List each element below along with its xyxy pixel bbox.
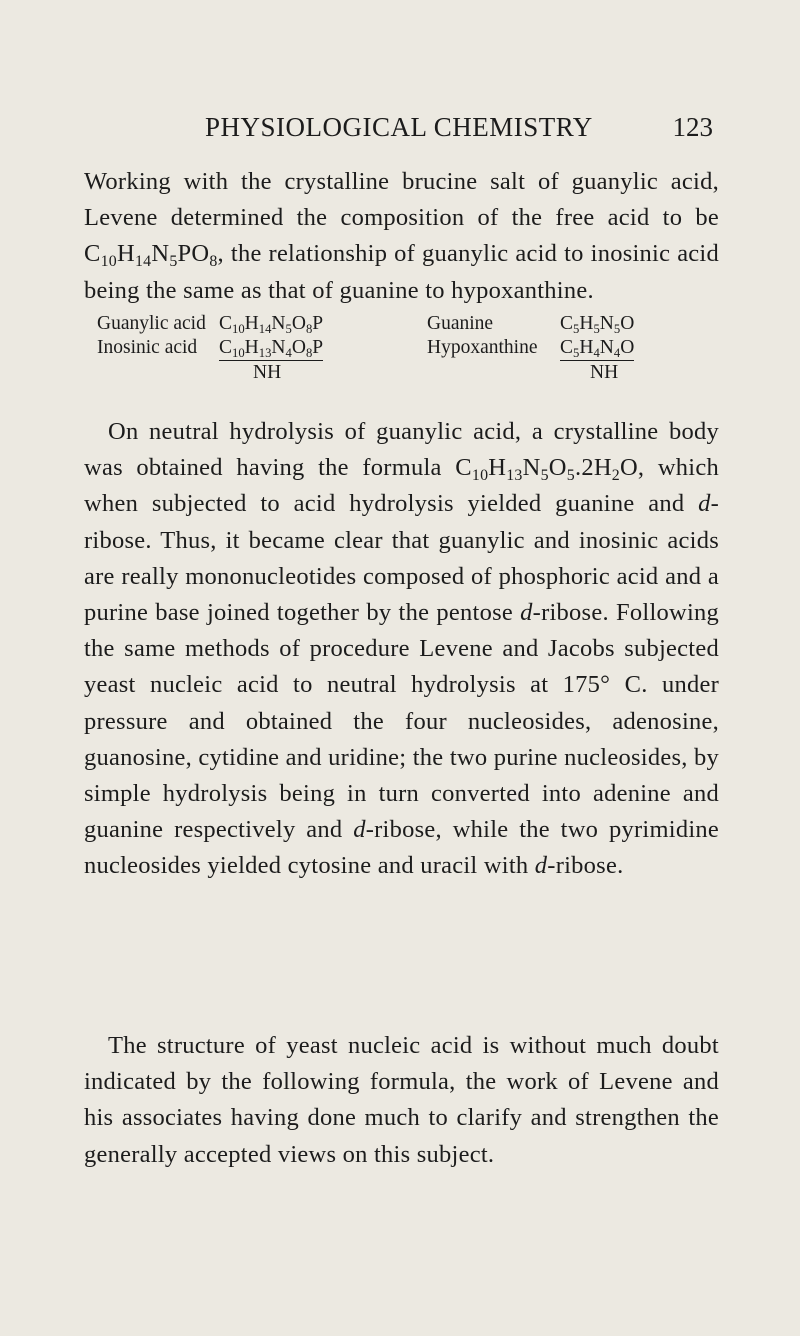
subscript: 2	[611, 466, 620, 484]
paragraph-2-text-b: .2H	[574, 454, 612, 482]
italic-d: d	[520, 599, 533, 627]
guanylic-acid-formula: $C_{10}H_{14}N_5PO_8$	[84, 240, 218, 271]
paragraph-1-text-b: , the relationship of guanylic acid to inosinic acid being the same as that of guanine to hypoxanthine.	[84, 240, 719, 304]
compound-formula: $C_5H_5N_5O$	[560, 313, 635, 336]
formula-difference: NH	[253, 362, 282, 383]
italic-d: d	[698, 490, 711, 518]
paragraph-2	[84, 414, 719, 885]
paragraph-3: The structure of yeast nucleic acid is without much doubt indicated by the following formula, the work of Levene and his associates having done much to clarify and strengthen the generally accepted views on this subject.	[84, 1032, 719, 1168]
paragraph-2-text-g: -ribose.	[547, 852, 624, 880]
paragraph-2-text-c: O, which when subjected to acid hydrolysis yielded guanine and	[84, 454, 719, 518]
paragraph-2-text-e: -ribose. Following the same methods of procedure Levene and Jacobs subjected yeast nucleic acid to neutral hydrolysis at 175° C. under pressure and obtained the four nucleosides, adenosine, guanosine, cytidine and uridine; the two purine nucleosides, by simple hydrolysis being in turn converted into adenine and guanine respectively and	[84, 599, 719, 844]
compound-name: Inosinic acid	[97, 337, 198, 358]
italic-d: d	[353, 816, 366, 844]
paragraph-2-text-a: On neutral hydrolysis of guanylic acid, a crystalline body was obtained having the formula	[84, 418, 719, 482]
paragraph-2-text-f: -ribose, while the two pyrimidine nucleosides yielded cytosine and uracil with	[84, 816, 720, 880]
hydrolysis-product-formula: $C_{10}H_{13}N_5O_5$	[455, 454, 575, 484]
page-number: 123	[672, 112, 713, 142]
paragraph-1-text-a: Working with the crystalline brucine salt of guanylic acid, Levene determined the composition of the free acid to be	[84, 168, 719, 232]
paragraph-1	[84, 164, 719, 309]
paragraph-2-text-d: -ribose. Thus, it became clear that guanylic and inosinic acids are really mononucleotides composed of phosphoric acid and a purine base joined together by the pentose	[84, 490, 719, 627]
compound-name: Hypoxanthine	[427, 337, 538, 358]
compound-formula: $C_5H_4N_4O$	[560, 337, 635, 360]
compound-name: Guanine	[427, 313, 494, 334]
compound-formula: $C_{10}H_{13}N_4O_8P$	[219, 337, 324, 360]
formula-difference: NH	[590, 362, 619, 383]
compound-name: Guanylic acid	[97, 313, 206, 334]
italic-d: d	[534, 852, 548, 880]
page-header	[0, 112, 800, 148]
compound-formula: $C_{10}H_{14}N_5O_8P$	[219, 313, 324, 336]
running-title: PHYSIOLOGICAL CHEMISTRY	[205, 112, 593, 142]
